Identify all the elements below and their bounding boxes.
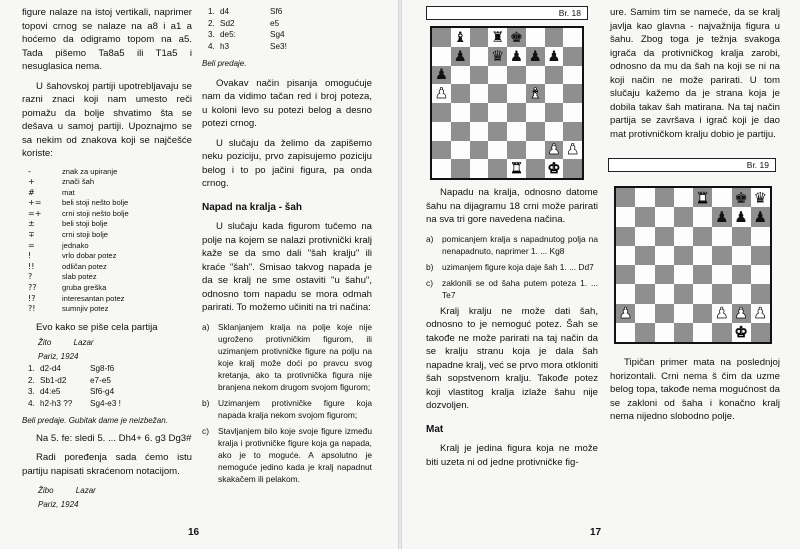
board-square-g3	[545, 122, 564, 141]
board-square-f7	[526, 47, 545, 66]
chess-piece-e8: ♜	[695, 188, 710, 207]
board-square-e7	[507, 47, 526, 66]
board-square-g6	[545, 66, 564, 85]
board-square-d8	[488, 28, 507, 47]
chess-piece-b8: ♝	[453, 28, 467, 46]
board-square-d3	[488, 122, 507, 141]
symbol-meaning: mat	[62, 187, 75, 197]
board-square-f2	[712, 304, 731, 323]
move-row	[28, 398, 192, 410]
move-number: 4.	[28, 398, 35, 408]
symbol-meaning: beli stoji nešto bolje	[62, 198, 129, 208]
symbol: #	[28, 187, 35, 197]
board-square-e1	[507, 159, 526, 178]
board-square-h3	[751, 284, 770, 303]
option-text: pomicanjem kralja s napadnutog polja na nenapadnuto, naprimer 1. ... Kg8	[442, 233, 598, 256]
board-square-c6	[655, 227, 674, 246]
board-square-b1	[635, 323, 654, 342]
chess-piece-d8: ♜	[491, 28, 505, 46]
right-column-2-caption	[610, 356, 780, 430]
board-square-b6	[635, 227, 654, 246]
chess-piece-a5: ♟	[434, 85, 448, 103]
board-square-c1	[470, 159, 489, 178]
board-square-a5	[616, 246, 635, 265]
white-move: Sb1-d2	[40, 375, 67, 385]
black-move: Sf6	[270, 7, 283, 16]
board-square-c3	[655, 284, 674, 303]
move-row	[208, 41, 372, 53]
option-text: Sklanjanjem kralja na polje koje nije ugroženo protivničkim figurom, ili uzimanjem protivničke figure na polju na koje kralj može doći po pravcu svog kretanja, ako ta protivnička figura nije branjena nekom drugom svojom figurom;	[218, 321, 372, 392]
board-square-g2	[732, 304, 751, 323]
game-players: Žito Lazar	[38, 338, 94, 348]
move-row	[208, 6, 372, 18]
game-players: Žibo Lazar	[38, 486, 96, 496]
board-square-a2	[616, 304, 635, 323]
game-moves	[22, 363, 192, 409]
board-square-b2	[635, 304, 654, 323]
board-square-e5	[507, 84, 526, 103]
white-move: d4:e5	[40, 387, 61, 397]
symbol-list	[28, 167, 192, 315]
board-square-h5	[563, 84, 582, 103]
page-number: 17	[590, 527, 602, 538]
symbol: +	[28, 177, 35, 187]
board-square-h1	[563, 159, 582, 178]
board-square-c6	[470, 66, 489, 85]
option-text: Stavljanjem bilo koje svoje figure između kralja i protivničke figure koja ga napada, ako je to moguće. A apsolutno je nemoguće jedino kada je kralj napadnut skakačem ili pelakom.	[218, 425, 372, 484]
board-square-g5	[732, 246, 751, 265]
chess-piece-a6: ♟	[434, 66, 448, 84]
paragraph: Ovakav način pisanja omogućuje nam da vidimo tačan red i broj poteza, u koloni levo su potezi belog a desno potezi crnog.	[202, 77, 372, 129]
option-item	[202, 321, 372, 393]
board-square-d7	[488, 47, 507, 66]
board-square-h7	[751, 207, 770, 226]
board-square-h4	[563, 103, 582, 122]
symbol-meaning: slab potez	[62, 272, 97, 282]
board-square-b6	[451, 66, 470, 85]
board-square-a8	[432, 28, 451, 47]
symbol-meaning: beli stoji bolje	[62, 219, 108, 229]
section-heading: Napad na kralja - šah	[202, 201, 303, 213]
diagram-label: Br. 19	[608, 158, 776, 172]
board-square-h6	[751, 227, 770, 246]
option-label: a)	[426, 233, 434, 244]
board-square-f7	[712, 207, 731, 226]
board-square-h1	[751, 323, 770, 342]
symbol: +=	[28, 198, 42, 208]
symbol-meaning: crni stoji nešto bolje	[62, 208, 129, 218]
board-square-d1	[674, 323, 693, 342]
move-row	[208, 18, 372, 30]
board-square-b2	[451, 141, 470, 160]
paragraph: Evo kako se piše cela partija	[36, 321, 158, 333]
board-square-a7	[616, 207, 635, 226]
right-page	[402, 0, 800, 549]
board-square-h2	[751, 304, 770, 323]
white-move: Sd2	[220, 18, 235, 28]
chess-diagram-19	[614, 186, 772, 344]
check-options	[202, 321, 372, 485]
board-square-g4	[732, 265, 751, 284]
board-square-f1	[712, 323, 731, 342]
chess-piece-a2: ♟	[618, 304, 633, 323]
symbol-meaning: odličan potez	[62, 261, 107, 271]
board-square-g1	[545, 159, 564, 178]
chess-piece-f7: ♟	[715, 207, 729, 226]
board-square-e1	[693, 323, 712, 342]
left-column-1	[22, 6, 192, 511]
left-page	[0, 0, 398, 549]
board-square-g8	[545, 28, 564, 47]
section-heading: Mat	[426, 423, 444, 435]
board-square-g8	[732, 188, 751, 207]
board-square-f1	[526, 159, 545, 178]
board-square-b3	[635, 284, 654, 303]
symbol-meaning: vrlo dobar potez	[62, 251, 117, 261]
board-square-f4	[526, 103, 545, 122]
move-row	[28, 375, 192, 387]
chess-piece-f7: ♟	[528, 47, 542, 65]
board-square-d6	[488, 66, 507, 85]
move-row	[28, 363, 192, 375]
board-square-g3	[732, 284, 751, 303]
check-options	[426, 233, 598, 301]
chess-piece-e7: ♟	[509, 47, 523, 65]
board-square-c3	[470, 122, 489, 141]
paragraph: U slučaju kada figurom tučemo na polje na kojem se nalazi protivnički kralj kaže se da smo dali "šah kralju" ili kraće "šah". Smisao takvog napada je da se kralj ne sme ostaviti "u šahu", odnosno tom napadu se mora odmah parirati. To možemo učiniti na tri načina:	[202, 221, 372, 313]
move-number: 2.	[208, 18, 215, 28]
symbol-meaning: interesantan potez	[62, 293, 125, 303]
option-item	[426, 277, 598, 301]
board-square-e6	[507, 66, 526, 85]
board-square-c8	[470, 28, 489, 47]
board-square-h3	[563, 122, 582, 141]
right-column-2	[610, 6, 780, 147]
board-square-d5	[674, 246, 693, 265]
board-square-d3	[674, 284, 693, 303]
chess-piece-g1: ♚	[734, 323, 748, 342]
board-square-d6	[674, 227, 693, 246]
black-move: e7-e5	[90, 375, 111, 385]
board-square-g7	[732, 207, 751, 226]
board-square-d5	[488, 84, 507, 103]
paragraph: figure nalaze na istoj vertikali, naprimer topovi crnog se nalaze na a8 i a1 a hoćemo da odigramo topom na a5. Tada pišemo Ta8a5 ili T1a5 i nesuglasica nema.	[22, 7, 192, 72]
board-square-d1	[488, 159, 507, 178]
board-square-e2	[507, 141, 526, 160]
symbol-meaning: crni stoji bolje	[62, 230, 109, 240]
board-square-a4	[432, 103, 451, 122]
symbol-meaning: sumnjiv potez	[62, 304, 109, 314]
symbol-meaning: jednako	[62, 240, 89, 250]
board-square-f6	[712, 227, 731, 246]
move-number: 1.	[208, 7, 215, 16]
board-square-g6	[732, 227, 751, 246]
chess-piece-g7: ♟	[547, 47, 561, 65]
board-square-d7	[674, 207, 693, 226]
white-move: de5:	[220, 30, 236, 39]
board-square-f8	[712, 188, 731, 207]
board-square-a6	[432, 66, 451, 85]
page-number: 16	[188, 527, 200, 538]
chess-piece-g2: ♟	[547, 141, 561, 159]
paragraph: Kralj kralju ne može dati šah, odnosno to je nemoguć potez. Šah se takođe ne može parirati na taj način da se kralju stranu koja je dala šah napadne kralj, već se prvo mora otkloniti šah sopstvenom kralju. Takođe potez koji vlastitog kralja izlaže šahu nije dozvoljen.	[426, 305, 598, 411]
symbol: ∓	[28, 230, 35, 240]
paragraph: U šahovskoj partiji upotrebljavaju se razni znaci koji nam umesto reči pomažu da bolje shvatimo šta se dešava u samoj partiji. Upoznajmo se sa nekim od znakova koji se najčešće koriste:	[22, 80, 192, 159]
option-text: Uzimanjem protivničke figure koja napada kralja nekom svojom figurom;	[218, 397, 372, 420]
option-label: b)	[426, 261, 434, 272]
board-square-c4	[655, 265, 674, 284]
board-square-b7	[635, 207, 654, 226]
symbol: ?	[28, 272, 33, 282]
chess-piece-e8: ♚	[509, 28, 523, 46]
paragraph: Napadu na kralja, odnosno datome šahu na dijagramu 18 crni može parirati na sva tri gore navedena načina.	[426, 187, 598, 225]
board-square-d4	[674, 265, 693, 284]
board-square-f2	[526, 141, 545, 160]
board-square-d2	[674, 304, 693, 323]
option-item	[202, 397, 372, 421]
white-move: h3	[220, 41, 230, 51]
option-text: zaklonili se od šaha putem poteza 1. ... Te7	[442, 277, 598, 300]
chess-piece-f2: ♟	[715, 304, 729, 323]
board-square-e8	[507, 28, 526, 47]
board-square-e2	[693, 304, 712, 323]
symbol: !	[28, 251, 32, 261]
chess-piece-g8: ♚	[734, 188, 748, 207]
board-square-a5	[432, 84, 451, 103]
black-move: Sg4-e3 !	[90, 398, 121, 408]
chess-piece-g7: ♟	[734, 207, 748, 226]
board-square-g7	[545, 47, 564, 66]
board-square-h5	[751, 246, 770, 265]
board-square-a7	[432, 47, 451, 66]
game-place: Pariz, 1924	[38, 351, 79, 361]
board-square-e3	[507, 122, 526, 141]
board-square-a6	[616, 227, 635, 246]
black-move: Sg8-f6	[90, 364, 115, 374]
symbol: !!	[28, 261, 35, 271]
board-square-c4	[470, 103, 489, 122]
symbol-meaning: znači šah	[62, 177, 95, 187]
option-label: b)	[202, 397, 210, 408]
move-number: 2.	[28, 375, 35, 385]
chess-piece-e1: ♜	[509, 160, 523, 178]
board-square-b8	[451, 28, 470, 47]
board-square-g2	[545, 141, 564, 160]
board-square-e7	[693, 207, 712, 226]
white-move: d2-d4	[40, 364, 61, 374]
move-number: 3.	[28, 387, 35, 397]
symbol: ??	[28, 283, 37, 293]
board-square-f6	[526, 66, 545, 85]
board-square-h2	[563, 141, 582, 160]
black-move: Se3!	[270, 41, 287, 51]
move-number: 1.	[28, 364, 35, 374]
board-square-a8	[616, 188, 635, 207]
symbol: ±	[28, 219, 35, 229]
paragraph: ure. Samim tim se nameće, da se kralj javlja kao glavna - najvažnija figura u šahu. Zbog toga je težnja svakoga igrača da protivničkog kralja zarobi, odnosno da mu da šah na koji se ni na koji način ne može parirati. U tom slučaju kažemo da je strana koja je dobila takav šah matirana. Na taj način partija se završava i igrač koji je dao mat protivničkom kralju dobio je partiju.	[610, 7, 780, 140]
symbol: !?	[28, 293, 36, 303]
diagram-label: Br. 18	[426, 6, 588, 20]
board-square-b4	[635, 265, 654, 284]
left-column-2	[202, 6, 372, 489]
board-square-a1	[432, 159, 451, 178]
board-square-f5	[712, 246, 731, 265]
board-square-d8	[674, 188, 693, 207]
board-square-e4	[507, 103, 526, 122]
chess-piece-h8: ♛	[753, 188, 768, 207]
chess-piece-b7: ♟	[453, 47, 467, 65]
option-item	[426, 261, 598, 273]
move-row	[28, 386, 192, 398]
chess-piece-h2: ♟	[566, 141, 580, 159]
board-square-c1	[655, 323, 674, 342]
board-square-c5	[655, 246, 674, 265]
board-square-b5	[451, 84, 470, 103]
board-square-f8	[526, 28, 545, 47]
chess-diagram-18	[430, 26, 584, 180]
option-text: uzimanjem figure koja daje šah 1. ... Dd7	[442, 261, 594, 272]
board-square-c7	[655, 207, 674, 226]
board-square-a3	[616, 284, 635, 303]
symbol: ?!	[28, 304, 36, 314]
board-square-c8	[655, 188, 674, 207]
board-square-h6	[563, 66, 582, 85]
black-move: Sg4	[270, 30, 285, 39]
board-square-g4	[545, 103, 564, 122]
board-square-e3	[693, 284, 712, 303]
paragraph: Radi poređenja sada ćemo istu partiju napisati skraćenom notacijom.	[22, 452, 192, 477]
symbol-meaning: gruba greška	[62, 283, 107, 293]
board-square-b4	[451, 103, 470, 122]
chess-piece-d7: ♛	[491, 47, 505, 65]
black-move: e5	[270, 18, 280, 28]
board-square-b7	[451, 47, 470, 66]
board-square-a3	[432, 122, 451, 141]
move-number: 4.	[208, 41, 215, 51]
board-square-b8	[635, 188, 654, 207]
option-label: c)	[426, 277, 433, 288]
board-square-g1	[732, 323, 751, 342]
board-square-g5	[545, 84, 564, 103]
chess-piece-g1: ♚	[547, 160, 561, 178]
board-square-b5	[635, 246, 654, 265]
symbol: =	[28, 240, 35, 250]
black-move: Sf6-g4	[90, 387, 115, 397]
paragraph: Kralj je jedina figura koja ne može biti uzeta ni od jedne protivničke fig-	[426, 443, 598, 468]
board-square-a2	[432, 141, 451, 160]
board-square-e8	[693, 188, 712, 207]
right-column-1	[426, 186, 598, 475]
short-moves	[202, 6, 372, 52]
white-move: h2-h3 ??	[40, 398, 73, 408]
board-square-f3	[526, 122, 545, 141]
white-move: d4	[220, 7, 230, 16]
board-square-b1	[451, 159, 470, 178]
paragraph: Tipičan primer mata na poslednjoj horizontali. Crni nema š čim da uzme belog topa, takođe nema mogućnost da se zakloni od šaha i konačno kralj nema nijedno slobodno polje.	[610, 357, 780, 422]
chess-piece-h7: ♟	[753, 207, 768, 226]
paragraph: Na 5. fe: sledi 5. ... Dh4+ 6. g3 Dg3#	[36, 432, 192, 444]
option-item	[426, 233, 598, 257]
board-square-b3	[451, 122, 470, 141]
board-square-a4	[616, 265, 635, 284]
board-square-h8	[563, 28, 582, 47]
game-place: Pariz, 1924	[38, 499, 79, 509]
chess-piece-f5: ♝	[528, 85, 542, 103]
game-result: Beli predaje. Gubitak dame je neizbežan.	[22, 416, 168, 426]
game-result: Beli predaje.	[202, 59, 247, 68]
move-number: 3.	[208, 30, 215, 39]
symbol: -	[28, 166, 31, 176]
symbol: =+	[28, 208, 42, 218]
board-square-e4	[693, 265, 712, 284]
board-square-f5	[526, 84, 545, 103]
board-square-h4	[751, 265, 770, 284]
board-square-c2	[655, 304, 674, 323]
option-item	[202, 425, 372, 485]
board-square-f3	[712, 284, 731, 303]
board-square-c5	[470, 84, 489, 103]
option-label: c)	[202, 425, 209, 436]
board-square-c7	[470, 47, 489, 66]
paragraph: U slučaju da želimo da zapišemo neku poziciju, prvo zapisujemo poziciju belog i to po jačini figura, pa onda crnog.	[202, 137, 372, 189]
chess-piece-h2: ♟	[753, 304, 768, 323]
board-square-f4	[712, 265, 731, 284]
board-square-a1	[616, 323, 635, 342]
chess-piece-g2: ♟	[734, 304, 748, 323]
board-square-h8	[751, 188, 770, 207]
symbol-meaning: znak za upiranje	[62, 166, 118, 176]
board-square-d2	[488, 141, 507, 160]
board-square-h7	[563, 47, 582, 66]
move-row	[208, 29, 372, 41]
board-square-e6	[693, 227, 712, 246]
board-square-e5	[693, 246, 712, 265]
board-square-c2	[470, 141, 489, 160]
board-square-d4	[488, 103, 507, 122]
option-label: a)	[202, 321, 210, 332]
